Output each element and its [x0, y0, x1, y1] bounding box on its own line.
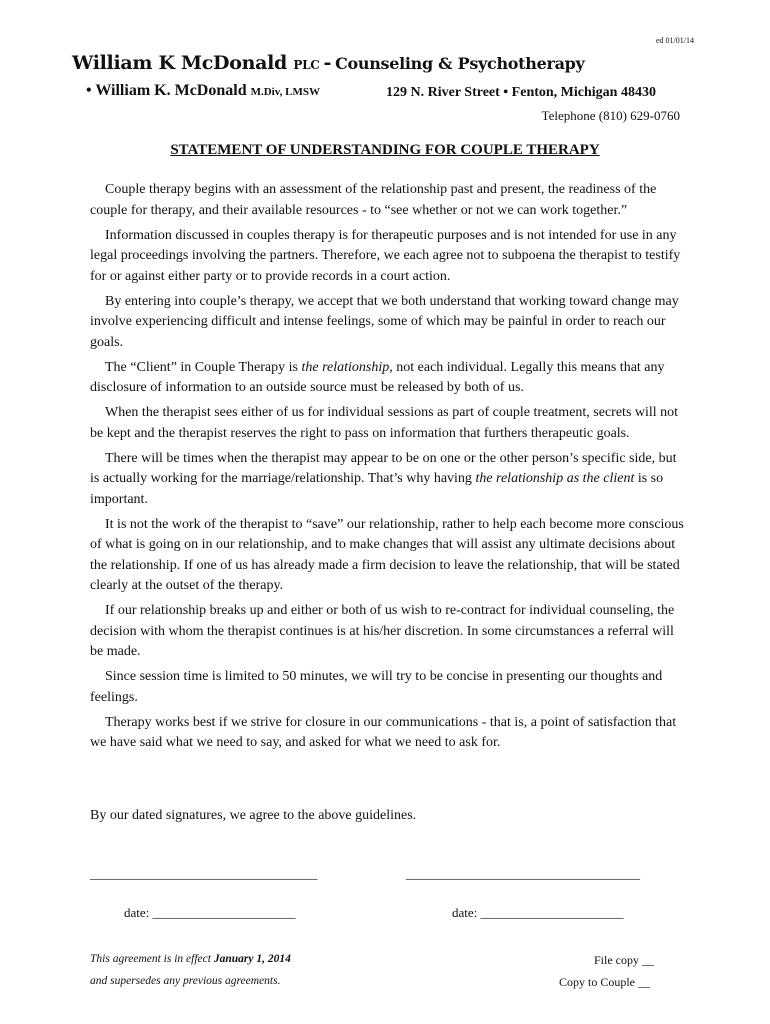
- office-telephone: Telephone (810) 629-0760: [541, 108, 680, 123]
- paragraph: Since session time is limited to 50 minutes, we will try to be concise in presenting our thoughts and feelings.: [90, 669, 663, 705]
- couple-copy-checkbox[interactable]: Copy to Couple __: [559, 975, 651, 989]
- effective-date-note: [90, 953, 291, 965]
- paragraph-text: There will be times when the therapist may appear to be on one or the other person’s specific side, but is actually working for the marriage/relationship. That’s why having: [90, 450, 677, 486]
- therapist-credentials: M.Div, LMSW: [250, 86, 320, 98]
- therapist-line: [86, 82, 320, 100]
- paragraph: By entering into couple’s therapy, we accept that we both understand that working toward change may involve experiencing difficult and intense feelings, some of which may be painful in order to reach our goals.: [90, 293, 679, 350]
- bullet-icon: •: [86, 82, 92, 99]
- firm-name: William K McDonald: [72, 52, 288, 74]
- effective-date: January 1, 2014: [213, 953, 291, 965]
- office-address: 129 N. River Street • Fenton, Michigan 48430: [386, 85, 656, 100]
- firm-suffix: PLC: [293, 58, 320, 72]
- paragraph: [90, 358, 684, 399]
- paragraph: When the therapist sees either of us for individual sessions as part of couple treatment, secrets will not be kept and the therapist reserves the right to pass on information that furthers therapeutic goals.: [90, 405, 679, 441]
- agreement-statement: By our dated signatures, we agree to the above guidelines.: [90, 808, 417, 823]
- paragraph-text: is so important.: [90, 471, 664, 507]
- supersedes-note: and supersedes any previous agreements.: [90, 975, 281, 987]
- signature-line-left[interactable]: ___________________________________: [90, 866, 318, 881]
- file-copy-checkbox[interactable]: File copy __: [594, 953, 654, 967]
- paragraph: Information discussed in couples therapy is for therapeutic purposes and is not intended for use in any legal proceedings involving the partners. Therefore, we each agree not to subpoena the therapist to testify for or against either party or to provide records in a court action.: [90, 227, 681, 284]
- statement-body: [90, 180, 684, 758]
- revision-date: ed 01/01/14: [656, 36, 694, 45]
- therapist-name: William K. McDonald: [95, 82, 247, 99]
- emphasis-text: the relationship,: [301, 359, 393, 375]
- paragraph: [90, 449, 684, 511]
- paragraph-text: not each individual. Legally this means that any disclosure of information to an outside source must be released by both of us.: [90, 359, 665, 395]
- signature-line-right[interactable]: ____________________________________: [406, 866, 640, 881]
- paragraph: Therapy works best if we strive for closure in our communications - that is, a point of satisfaction that we have said what we need to say, and asked for what we need to ask for.: [90, 714, 677, 750]
- firm-service: Counseling & Psychotherapy: [335, 54, 585, 73]
- paragraph: Couple therapy begins with an assessment of the relationship past and present, the readiness of the couple for therapy, and their available resources - to “see whether or not we can work together.”: [90, 182, 657, 218]
- paragraph: If our relationship breaks up and either or both of us wish to re-contract for individual counseling, the decision with whom the therapist continues is at his/her discretion. In some circumstances a referral will be made.: [90, 603, 675, 659]
- date-field-right[interactable]: date: ______________________: [452, 905, 624, 920]
- header-dash: -: [323, 52, 332, 74]
- date-field-left[interactable]: date: ______________________: [124, 905, 296, 920]
- document-title: STATEMENT OF UNDERSTANDING FOR COUPLE THERAPY: [170, 142, 600, 158]
- effective-text: This agreement is in effect: [90, 953, 214, 965]
- paragraph: It is not the work of the therapist to “save” our relationship, rather to help each become more conscious of what is going on in our relationship, and to make changes that will assist any ultimate decisions about the relationship. If one of us has already made a firm decision to leave the relationship, that will be stated clearly at the outset of the therapy.: [90, 516, 684, 593]
- emphasis-text: the relationship as the client: [475, 471, 635, 486]
- firm-header: [72, 52, 585, 74]
- paragraph-text: The “Client” in Couple Therapy is: [105, 359, 302, 375]
